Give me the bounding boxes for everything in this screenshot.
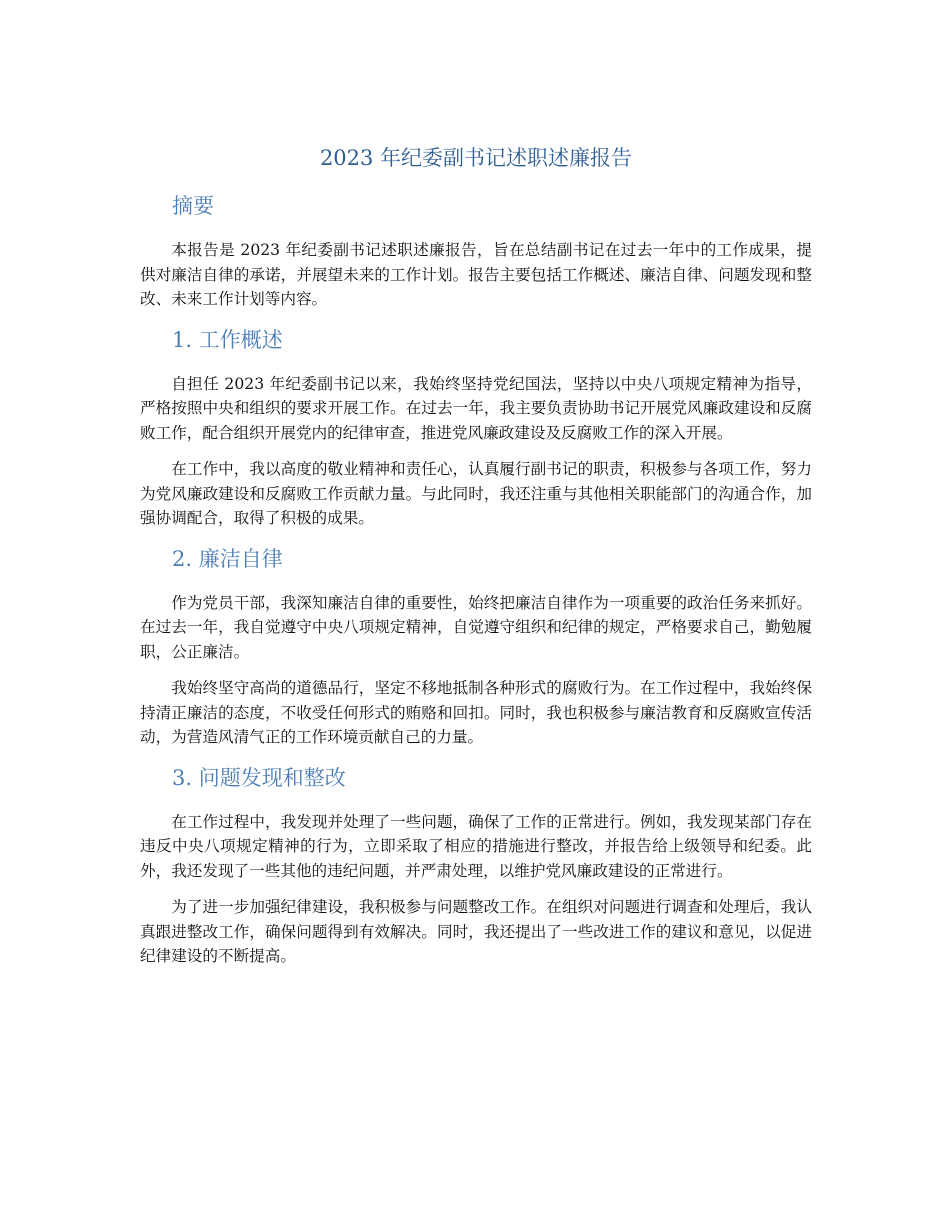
paragraph: 为了进一步加强纪律建设，我积极参与问题整改工作。在组织对问题进行调查和处理后，我认真跟进整改工作，确保问题得到有效解决。同时，我还提出了一些改进工作的建议和意见，以促进纪律建设的不断提高。: [140, 898, 812, 965]
document-body: [140, 142, 812, 981]
section-heading: 1. 工作概述: [172, 327, 283, 352]
paragraph: 本报告是 2023 年纪委副书记述职述廉报告，旨在总结副书记在过去一年中的工作成果，提供对廉洁自律的承诺，并展望未来的工作计划。报告主要包括工作概述、廉洁自律、问题发现和整改、未来工作计划等内容。: [140, 241, 812, 308]
section-integrity: [140, 543, 812, 750]
document-title: 2023 年纪委副书记述职述廉报告: [319, 146, 633, 170]
paragraph: 自担任 2023 年纪委副书记以来，我始终坚持党纪国法，坚持以中央八项规定精神为指导，严格按照中央和组织的要求开展工作。在过去一年，我主要负责协助书记开展党风廉政建设和反腐败工作，配合组织开展党内的纪律审查，推进党风廉政建设及反腐败工作的深入开展。: [140, 374, 812, 442]
section-work-overview: [140, 324, 812, 531]
paragraph: 在工作中，我以高度的敬业精神和责任心，认真履行副书记的职责，积极参与各项工作，努力为党风廉政建设和反腐败工作贡献力量。与此同时，我还注重与其他相关职能部门的沟通合作，加强协调配合，取得了积极的成果。: [140, 460, 812, 527]
section-issues-rectification: [140, 762, 812, 969]
paragraph: 作为党员干部，我深知廉洁自律的重要性，始终把廉洁自律作为一项重要的政治任务来抓好。在过去一年，我自觉遵守中央八项规定精神，自觉遵守组织和纪律的规定，严格要求自己，勤勉履职，公正廉洁。: [140, 593, 812, 661]
section-heading: 2. 廉洁自律: [172, 546, 283, 571]
paragraph: 我始终坚守高尚的道德品行，坚定不移地抵制各种形式的腐败行为。在工作过程中，我始终保持清正廉洁的态度，不收受任何形式的贿赂和回扣。同时，我也积极参与廉洁教育和反腐败宣传活动，为营造风清气正的工作环境贡献自己的力量。: [140, 679, 812, 746]
paragraph: 在工作过程中，我发现并处理了一些问题，确保了工作的正常进行。例如，我发现某部门存在违反中央八项规定精神的行为，立即采取了相应的措施进行整改，并报告给上级领导和纪委。此外，我还发现了一些其他的违纪问题，并严肃处理，以维护党风廉政建设的正常进行。: [140, 812, 812, 880]
section-heading: 3. 问题发现和整改: [172, 765, 346, 790]
section-abstract: [140, 190, 812, 312]
section-heading: 摘要: [172, 194, 214, 218]
